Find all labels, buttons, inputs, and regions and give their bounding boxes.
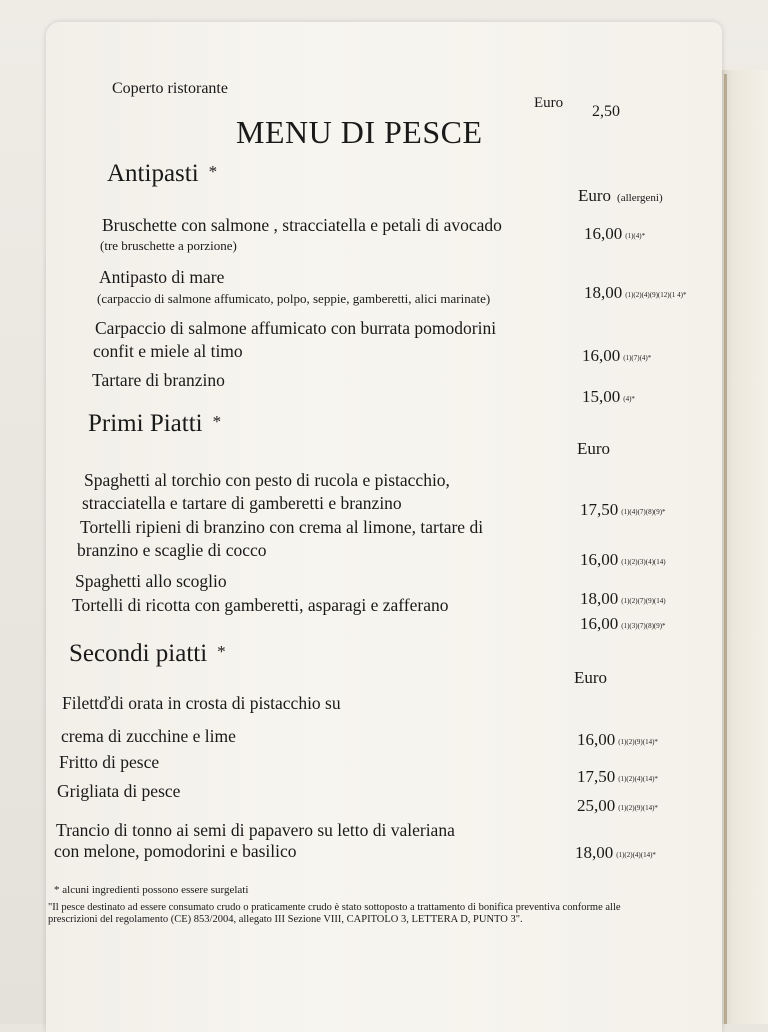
menu-item-price-row: 18,00 (1)(2)(4)(9)(12)(1 4)*	[584, 283, 687, 302]
allergen-codes: (1)(3)(7)(8)(9)*	[621, 622, 666, 630]
allergen-codes: (1)(2)(4)(14)*	[618, 775, 658, 783]
antipasti-euro-header: Euro (allergeni)	[578, 186, 663, 205]
menu-item-price-row: 16,00 (1)(3)(7)(8)(9)*	[580, 614, 666, 633]
menu-item-name-line2: stracciatella e tartare di gamberetti e branzino	[82, 493, 402, 513]
menu-item-price-row: 16,00 (1)(2)(9)(14)*	[577, 730, 658, 749]
primi-euro-header: Euro	[577, 439, 611, 458]
allergen-codes: (4)*	[623, 395, 635, 403]
menu-item-price-row: 18,00 (1)(2)(7)(9)(14)	[580, 589, 666, 608]
raw-fish-legal-note: "Il pesce destinato ad essere consumato crudo o praticamente crudo è stato sottoposto a trattamento di bonifica preventiva conforme alle prescrizioni del regolamento (CE) 853/2004, allegato III Sezione VIII, CAPITOLO 3, LETTERA D, PUNTO 3".	[48, 902, 621, 925]
page-divider	[724, 74, 727, 1024]
menu-item-name: Tartare di branzino	[92, 370, 225, 390]
menu-item-name: Spaghetti allo scoglio	[75, 571, 227, 591]
allergen-codes: (1)(2)(4)(9)(12)(1 4)*	[625, 291, 687, 299]
menu-item-description: (tre bruschette a porzione)	[100, 238, 237, 253]
menu-item-name: Filettďdi orata in crosta di pistacchio su	[62, 693, 341, 713]
menu-item-name: Trancio di tonno ai semi di papavero su letto di valeriana	[56, 820, 455, 840]
menu-item-name: Carpaccio di salmone affumicato con burrata pomodorini	[95, 318, 497, 338]
cover-charge-currency: Euro	[534, 95, 564, 111]
menu-item-name-line2: branzino e scaglie di cocco	[77, 540, 267, 560]
allergen-codes: (1)(2)(9)(14)*	[618, 738, 658, 746]
allergen-codes: (1)(2)(4)(14)*	[616, 851, 656, 859]
menu-item-name-line2: crema di zucchine e lime	[61, 726, 236, 746]
allergen-codes: (1)(2)(9)(14)*	[618, 804, 658, 812]
menu-item-name: Bruschette con salmone , stracciatella e petali di avocado	[102, 215, 502, 235]
menu-item-name: Fritto di pesce	[59, 752, 160, 772]
allergen-codes: (1)(4)(7)(8)(9)*	[621, 508, 666, 516]
cover-charge-price: 2,50	[592, 103, 620, 120]
menu-item-price-row: 17,50 (1)(2)(4)(14)*	[577, 767, 658, 786]
menu-item-name: Grigliata di pesce	[57, 781, 181, 801]
menu-item-price-row: 16,00 (1)(7)(4)*	[582, 346, 652, 365]
section-title-secondi: Secondi piatti *	[69, 640, 226, 667]
menu-item-price-row: 16,00 (1)(2)(3)(4)(14)	[580, 550, 666, 569]
menu-item-description: (carpaccio di salmone affumicato, polpo, seppie, gamberetti, alici marinate)	[97, 291, 491, 306]
menu-item-name-line2: con melone, pomodorini e basilico	[54, 841, 297, 861]
allergen-codes: (1)(2)(7)(9)(14)	[621, 597, 666, 605]
allergen-codes: (1)(4)*	[625, 232, 646, 240]
menu-item-name-line2: confit e miele al timo	[93, 341, 243, 361]
cover-charge-label: Coperto ristorante	[112, 80, 228, 97]
menu-item-name: Antipasto di mare	[99, 267, 225, 287]
section-title-primi: Primi Piatti *	[88, 410, 222, 437]
menu-item-name: Tortelli di ricotta con gamberetti, asparagi e zafferano	[72, 595, 449, 615]
section-title-antipasti: Antipasti *	[107, 160, 218, 187]
menu-item-price-row: 16,00 (1)(4)*	[584, 224, 646, 243]
menu-item-name: Tortelli ripieni di branzino con crema al limone, tartare di	[80, 517, 484, 537]
secondi-euro-header: Euro	[574, 668, 608, 687]
menu-item-price-row: 25,00 (1)(2)(9)(14)*	[577, 796, 658, 815]
allergen-codes: (1)(2)(3)(4)(14)	[621, 558, 666, 566]
menu-title: MENU DI PESCE	[236, 114, 483, 150]
allergeni-label: (allergeni)	[617, 192, 663, 204]
allergen-codes: (1)(7)(4)*	[623, 354, 652, 362]
menu-item-price-row: 15,00 (4)*	[582, 387, 635, 406]
frozen-ingredients-note: * alcuni ingredienti possono essere surgelati	[54, 884, 249, 896]
menu-item-price-row: 17,50 (1)(4)(7)(8)(9)*	[580, 500, 666, 519]
menu-item-name: Spaghetti al torchio con pesto di rucola e pistacchio,	[84, 470, 450, 490]
menu-item-price-row: 18,00 (1)(2)(4)(14)*	[575, 843, 656, 862]
